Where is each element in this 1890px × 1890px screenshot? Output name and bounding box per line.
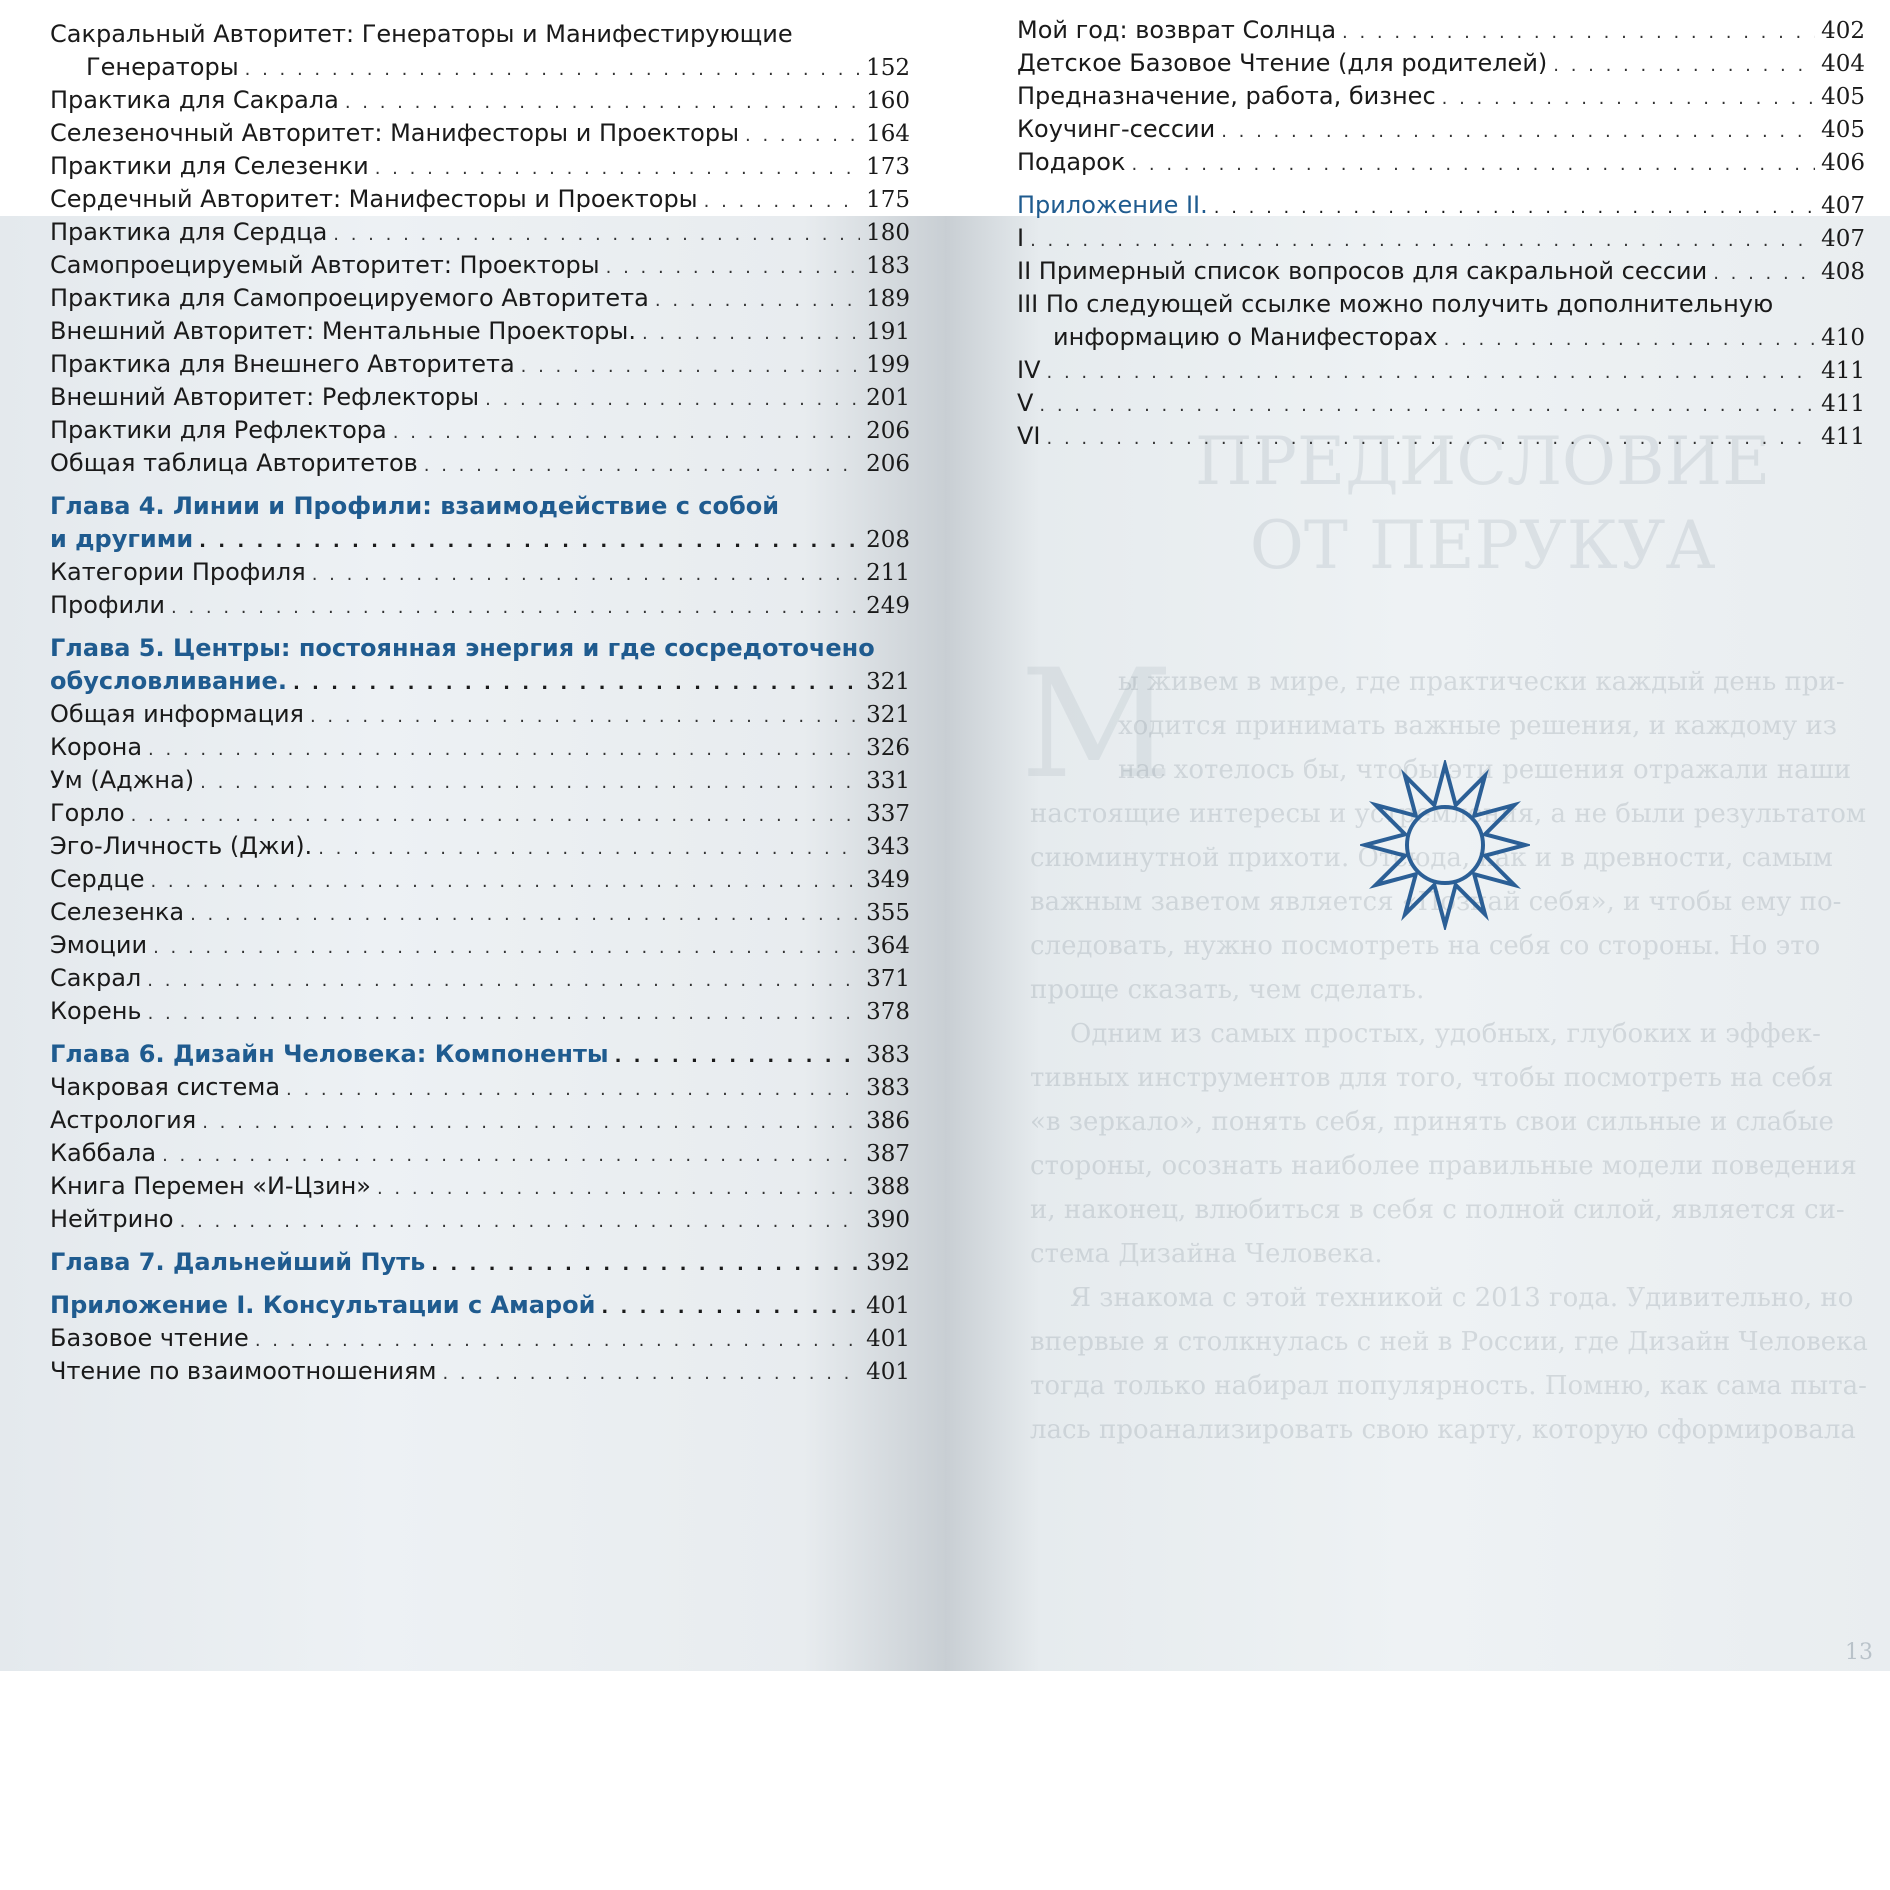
- toc-entry[interactable]: Селезеночный Авторитет: Манифесторы и Проекторы . . . 164: [50, 117, 910, 150]
- left-toc: [50, 18, 910, 1388]
- chapter-heading: Глава 5. Центры: постоянная энергия и где сосредоточено: [50, 634, 875, 662]
- toc-entry[interactable]: Книга Перемен «И-Цзин» . . . 388: [50, 1170, 910, 1203]
- toc-entry[interactable]: Селезенка . . . 355: [50, 896, 910, 929]
- toc-entry[interactable]: Эго-Личность (Джи). . . . 343: [50, 830, 910, 863]
- toc-entry[interactable]: Общая информация . . . 321: [50, 698, 910, 731]
- toc-entry[interactable]: Корень . . . 378: [50, 995, 910, 1028]
- show-through-title: ПРЕДИСЛОВИЕ ОТ ПЕРУКУА: [1195, 423, 1771, 584]
- toc-entry[interactable]: Внешний Авторитет: Ментальные Проекторы. . . . 191: [50, 315, 910, 348]
- toc-entry[interactable]: Профили . . . 249: [50, 589, 910, 622]
- toc-entry[interactable]: Практики для Селезенки . . . 173: [50, 150, 910, 183]
- toc-entry[interactable]: Практика для Сердца . . . 180: [50, 216, 910, 249]
- show-through-drop-cap: М: [1020, 638, 1174, 812]
- toc-entry[interactable]: Подарок . . . 406: [1017, 146, 1865, 179]
- show-through-page-number: 13: [1845, 1640, 1873, 1665]
- toc-entry[interactable]: Практика для Сакрала . . . 160: [50, 84, 910, 117]
- toc-entry[interactable]: Горло . . . 337: [50, 797, 910, 830]
- toc-entry[interactable]: Каббала . . . 387: [50, 1137, 910, 1170]
- appendix-entry[interactable]: Приложение II. . . . 407: [1017, 189, 1865, 222]
- right-toc: [1017, 14, 1865, 453]
- toc-entry[interactable]: Чакровая система . . . 383: [50, 1071, 910, 1104]
- toc-entry[interactable]: Предназначение, работа, бизнес . . . 405: [1017, 80, 1865, 113]
- chapter-heading: Глава 4. Линии и Профили: взаимодействие с собой: [50, 492, 780, 520]
- chapter-entry[interactable]: и другими . . . 208: [50, 523, 910, 556]
- toc-entry[interactable]: Базовое чтение . . . 401: [50, 1322, 910, 1355]
- toc-entry[interactable]: I . . . 407: [1017, 222, 1865, 255]
- toc-entry[interactable]: Сердечный Авторитет: Манифесторы и Проекторы . . . 175: [50, 183, 910, 216]
- toc-entry-title: III По следующей ссылке можно получить дополнительную: [1017, 290, 1774, 318]
- toc-entry[interactable]: Чтение по взаимоотношениям . . . 401: [50, 1355, 910, 1388]
- toc-entry[interactable]: Сакрал . . . 371: [50, 962, 910, 995]
- toc-entry[interactable]: Практика для Самопроецируемого Авторитета . . . 189: [50, 282, 910, 315]
- toc-entry[interactable]: Детское Базовое Чтение (для родителей) . . . 404: [1017, 47, 1865, 80]
- toc-entry[interactable]: Сердце . . . 349: [50, 863, 910, 896]
- toc-entry[interactable]: II Примерный список вопросов для сакральной сессии . . . 408: [1017, 255, 1865, 288]
- toc-entry[interactable]: Категории Профиля . . . 211: [50, 556, 910, 589]
- toc-entry[interactable]: Нейтрино . . . 390: [50, 1203, 910, 1236]
- show-through-body: ы живем в мире, где практически каждый день при- ходится принимать важные решения, и каждому из нас хотелось бы, чтобы эти решения отражали наши настоящие интересы и устремления, а не были результатом сиюминутной прихоти. Отсюда, как и в древности, самым важным заветом является «Познай себя», и чтобы ему по- следовать, нужно посмотреть на себя со стороны. Но это проще сказать, чем сделать. Одним из самых простых, удобных, глубоких и эффек- тивных инструментов для того, чтобы посмотреть на себя «в зеркало», понять себя, принять свои сильные и слабые стороны, осознать наиболее правильные модели поведения и, наконец, влюбиться в себя с полной силой, является си- стема Дизайна Человека. Я знакома с этой техникой с 2013 года. Удивительно, но впервые я столкнулась с ней в России, где Дизайн Человека тогда только набирал популярность. Помню, как сама пыта- лась проанализировать свою карту, которую сформировала: [1030, 667, 1868, 1445]
- toc-entry[interactable]: Мой год: возврат Солнца . . . 402: [1017, 14, 1865, 47]
- toc-entry[interactable]: V . . . 411: [1017, 387, 1865, 420]
- toc-entry[interactable]: Ум (Аджна) . . . 331: [50, 764, 910, 797]
- toc-entry[interactable]: Самопроецируемый Авторитет: Проекторы . . . 183: [50, 249, 910, 282]
- toc-entry[interactable]: Общая таблица Авторитетов . . . 206: [50, 447, 910, 480]
- toc-entry-title: Сакральный Авторитет: Генераторы и Манифестирующие: [50, 20, 793, 48]
- toc-entry[interactable]: IV . . . 411: [1017, 354, 1865, 387]
- toc-entry[interactable]: Коучинг-сессии . . . 405: [1017, 113, 1865, 146]
- chapter-entry[interactable]: Глава 7. Дальнейший Путь . . . 392: [50, 1246, 910, 1279]
- toc-entry[interactable]: Эмоции . . . 364: [50, 929, 910, 962]
- toc-entry[interactable]: Практики для Рефлектора . . . 206: [50, 414, 910, 447]
- toc-entry[interactable]: Корона . . . 326: [50, 731, 910, 764]
- toc-entry[interactable]: VI . . . 411: [1017, 420, 1865, 453]
- chapter-entry[interactable]: Глава 6. Дизайн Человека: Компоненты . . . 383: [50, 1038, 910, 1071]
- toc-entry[interactable]: информацию о Манифесторах . . . 410: [1017, 321, 1865, 354]
- toc-entry[interactable]: Астрология . . . 386: [50, 1104, 910, 1137]
- appendix-entry[interactable]: Приложение I. Консультации с Амарой . . . 401: [50, 1289, 910, 1322]
- chapter-entry[interactable]: обусловливание. . . . 321: [50, 665, 910, 698]
- toc-entry[interactable]: Внешний Авторитет: Рефлекторы . . . 201: [50, 381, 910, 414]
- toc-entry[interactable]: Генераторы . . . 152: [50, 51, 910, 84]
- toc-entry[interactable]: Практика для Внешнего Авторитета . . . 199: [50, 348, 910, 381]
- sun-icon: [1360, 760, 1530, 930]
